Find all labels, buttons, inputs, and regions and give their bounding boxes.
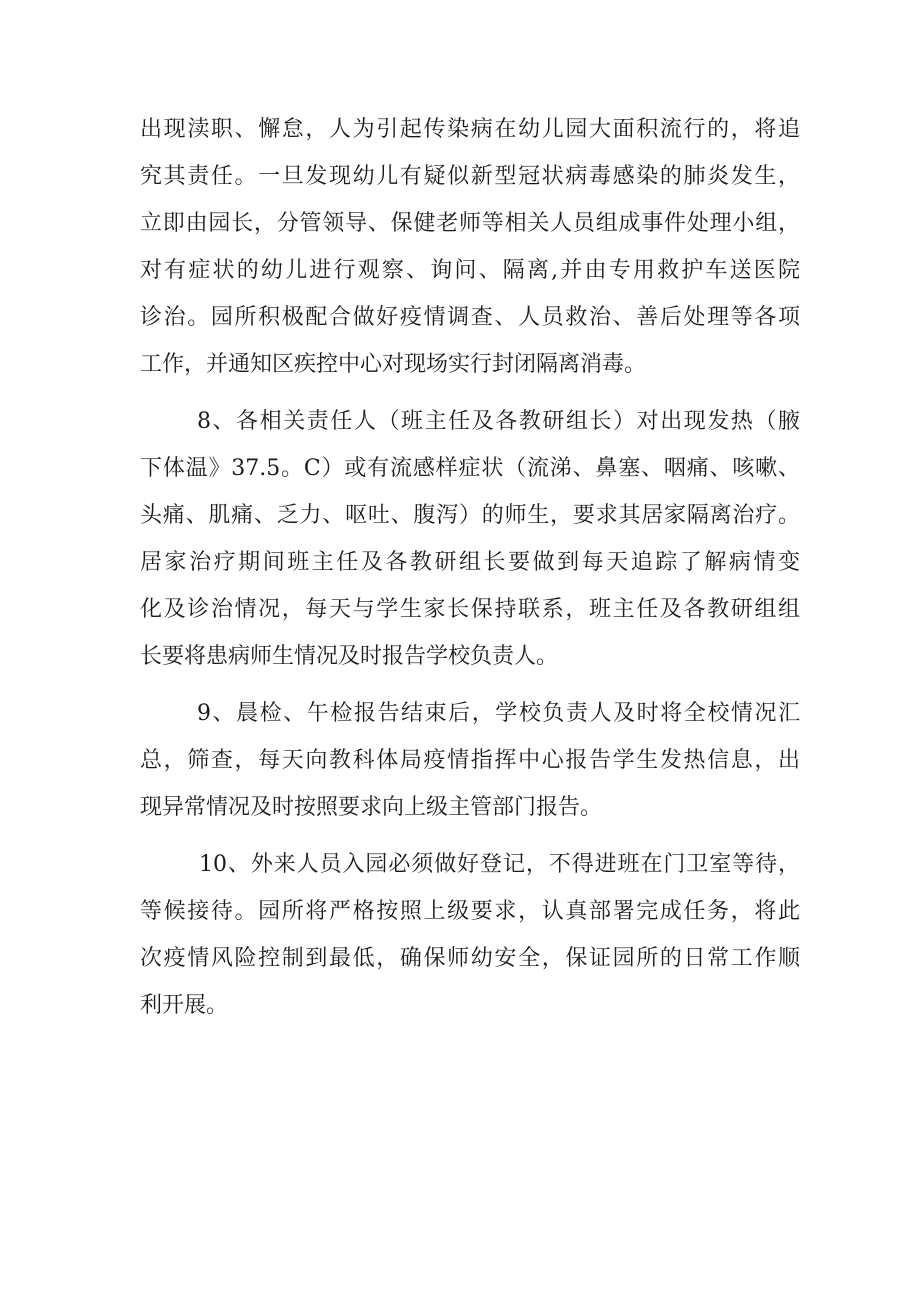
paragraph-line: 出现渎职、懈怠，人为引起传染病在幼儿园大面积流行的，将追 [140, 117, 800, 142]
paragraph-line: 究其责任。一旦发现幼儿有疑似新型冠状病毒感染的肺炎发生， [140, 164, 800, 189]
paragraph-line: 10、外来人员入园必须做好登记，不得进班在门卫室等待， [199, 852, 800, 877]
paragraph-line: 工作，并通知区疾控中心对现场实行封闭隔离消毒。 [140, 352, 647, 377]
paragraph-line: 等候接待。园所将严格按照上级要求，认真部署完成任务，将此 [140, 899, 800, 924]
paragraph-line: 总，筛查，每天向教科体局疫情指挥中心报告学生发热信息，出 [140, 748, 800, 773]
paragraph-line: 化及诊治情况，每天与学生家长保持联系，班主任及各教研组组 [140, 597, 800, 622]
paragraph-line: 头痛、肌痛、乏力、呕吐、腹泻）的师生，要求其居家隔离治疗。 [140, 503, 800, 528]
paragraph-line: 次疫情风险控制到最低，确保师幼安全，保证园所的日常工作顺 [140, 946, 800, 971]
paragraph-line: 居家治疗期间班主任及各教研组长要做到每天追踪了解病情变 [140, 550, 800, 575]
paragraph-line: 诊治。园所积极配合做好疫情调查、人员救治、善后处理等各项 [140, 305, 800, 330]
paragraph-line: 9、晨检、午检报告结束后，学校负责人及时将全校情况汇 [197, 701, 800, 726]
paragraph-line: 现异常情况及时按照要求向上级主管部门报告。 [140, 795, 603, 820]
paragraph-line: 长要将患病师生情况及时报告学校负责人。 [140, 644, 559, 669]
paragraph-line: 下体温》37.5。C）或有流感样症状（流涕、鼻塞、咽痛、咳嗽、 [140, 456, 800, 481]
paragraph-line: 立即由园长，分管领导、保健老师等相关人员组成事件处理小组， [140, 211, 800, 236]
paragraph-line: 对有症状的幼儿进行观察、询问、隔离,并由专用救护车送医院 [140, 258, 800, 283]
paragraph-line: 8、各相关责任人（班主任及各教研组长）对出现发热（腋 [197, 409, 800, 434]
paragraph-line: 利开展。 [140, 993, 229, 1018]
